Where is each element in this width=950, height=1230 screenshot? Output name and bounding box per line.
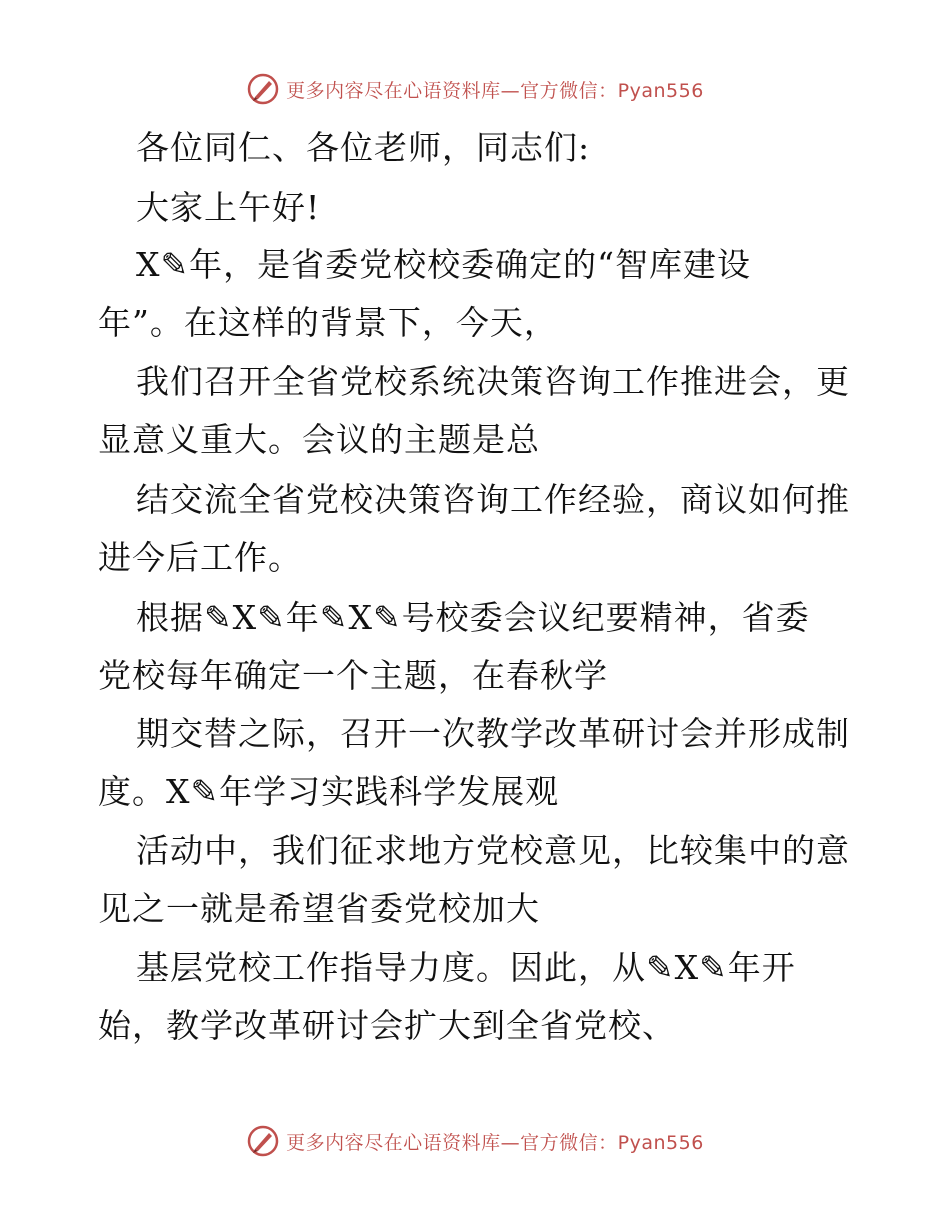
salutation: 各位同仁、各位老师，同志们: [136, 128, 591, 167]
header-watermark [0, 72, 950, 106]
paragraph-line: 根据✎X✎年✎X✎号校委会议纪要精神，省委 [136, 598, 810, 637]
paragraph-line: 我们召开全省党校系统决策咨询工作推进会，更 [136, 362, 850, 401]
paragraph-line: 基层党校工作指导力度。因此，从✎X✎年开 [136, 948, 796, 987]
footer-watermark [0, 1124, 950, 1158]
paragraph-line: 年”。在这样的背景下，今天， [98, 303, 558, 342]
paragraph-line: 活动中，我们征求地方党校意见，比较集中的意 [136, 831, 850, 870]
paragraph-line: 显意义重大。会议的主题是总 [98, 420, 540, 459]
watermark-text: 更多内容尽在心语资料库—官方微信：Pyan556 [286, 1131, 704, 1154]
pen-logo-icon [246, 72, 280, 106]
greeting: 大家上午好! [136, 188, 321, 227]
paragraph-line: 度。X✎年学习实践科学发展观 [98, 772, 560, 811]
paragraph-line: 期交替之际，召开一次教学改革研讨会并形成制 [136, 714, 850, 753]
watermark-text: 更多内容尽在心语资料库—官方微信：Pyan556 [286, 79, 704, 102]
paragraph-line: 结交流全省党校决策咨询工作经验，商议如何推 [136, 480, 850, 519]
paragraph-line: X✎年，是省委党校校委确定的“智库建设 [136, 245, 752, 284]
paragraph-line: 始，教学改革研讨会扩大到全省党校、 [98, 1006, 676, 1045]
paragraph-line: 党校每年确定一个主题，在春秋学 [98, 656, 608, 695]
paragraph-line: 进今后工作。 [98, 538, 302, 577]
paragraph-line: 见之一就是希望省委党校加大 [98, 889, 540, 928]
pen-logo-icon [246, 1124, 280, 1158]
